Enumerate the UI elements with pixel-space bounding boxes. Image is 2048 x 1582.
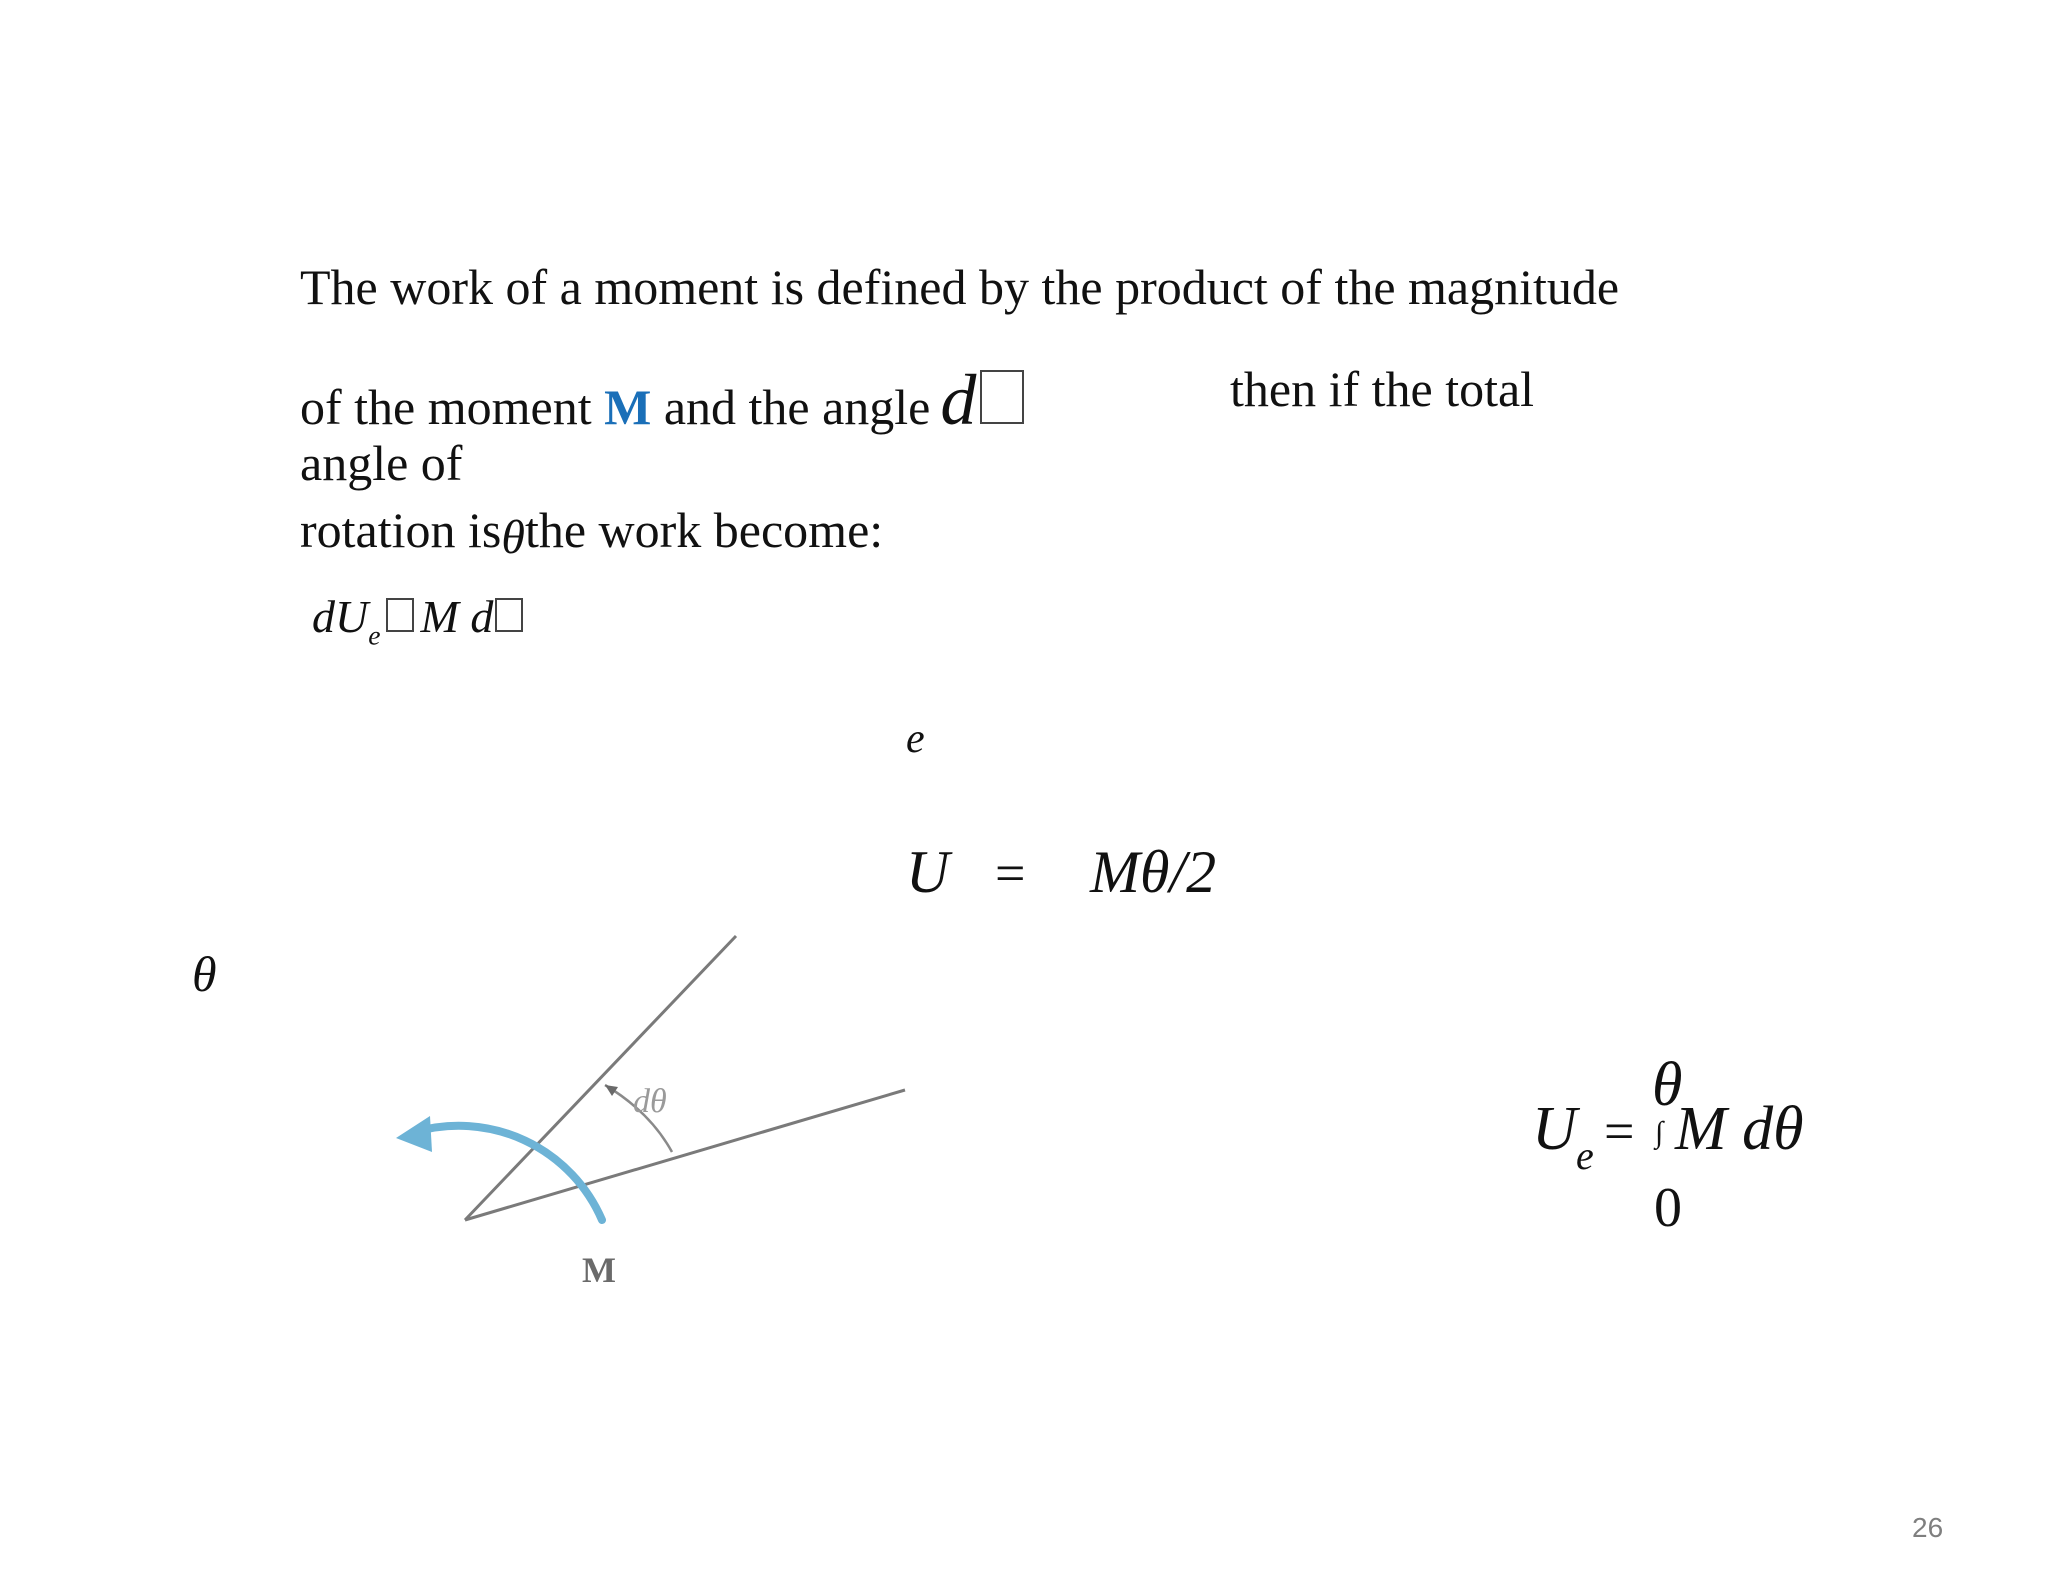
dtheta-label: dθ bbox=[633, 1083, 667, 1120]
integral-sign: ∫ bbox=[1655, 1116, 1664, 1149]
paragraph-line-2 bbox=[300, 360, 1024, 440]
line2-text-b: and the angle bbox=[663, 379, 931, 435]
integral-equals: = bbox=[1604, 1101, 1635, 1161]
half-work-equation-left: U bbox=[906, 839, 950, 905]
half-work-equation-right: Mθ/2 bbox=[1090, 839, 1217, 905]
missing-glyph-box bbox=[980, 370, 1024, 424]
moment-rotation-figure bbox=[380, 920, 940, 1320]
line4-text-b: the work become: bbox=[524, 502, 884, 558]
integral-integrand: M dθ bbox=[1675, 1095, 1804, 1163]
missing-glyph-box-theta bbox=[495, 598, 523, 632]
integral-lower-limit: 0 bbox=[1654, 1177, 1682, 1239]
paragraph-line-2-tail: then if the total bbox=[1230, 361, 1535, 417]
missing-glyph-box-equals bbox=[386, 598, 414, 632]
page-number: 26 bbox=[1912, 1512, 1944, 1543]
paragraph-line-1: The work of a moment is defined by the product of the magnitude bbox=[300, 259, 1620, 315]
stray-theta: θ bbox=[192, 946, 217, 1002]
differential-d-large: d bbox=[940, 360, 977, 440]
eq-d: d bbox=[312, 591, 335, 642]
eq-d2: d bbox=[470, 591, 494, 642]
upper-ray-line bbox=[465, 936, 736, 1220]
eq-m: M bbox=[420, 591, 459, 642]
dtheta-arrowhead bbox=[605, 1085, 618, 1096]
half-work-equation-equals: = bbox=[995, 843, 1026, 903]
integral-lhs-subscript: e bbox=[1576, 1133, 1594, 1178]
moment-label: M bbox=[582, 1250, 616, 1290]
line4-text-a: rotation is bbox=[300, 502, 502, 558]
moment-symbol-bold: M bbox=[604, 379, 652, 435]
moment-arrowhead bbox=[396, 1116, 432, 1152]
eq-u: U bbox=[335, 591, 369, 642]
stray-subscript-e: e bbox=[906, 716, 925, 762]
differential-equation bbox=[312, 590, 529, 651]
eq-subscript-e: e bbox=[368, 619, 381, 651]
lower-ray-line bbox=[465, 1090, 905, 1220]
line2-text-a: of the moment bbox=[300, 379, 592, 435]
theta-symbol: θ bbox=[501, 511, 525, 564]
integral-upper-limit: θ bbox=[1652, 1051, 1683, 1119]
paragraph-line-4 bbox=[300, 502, 884, 564]
paragraph-line-3: angle of bbox=[300, 435, 463, 491]
integral-lhs-u: U bbox=[1532, 1095, 1577, 1163]
